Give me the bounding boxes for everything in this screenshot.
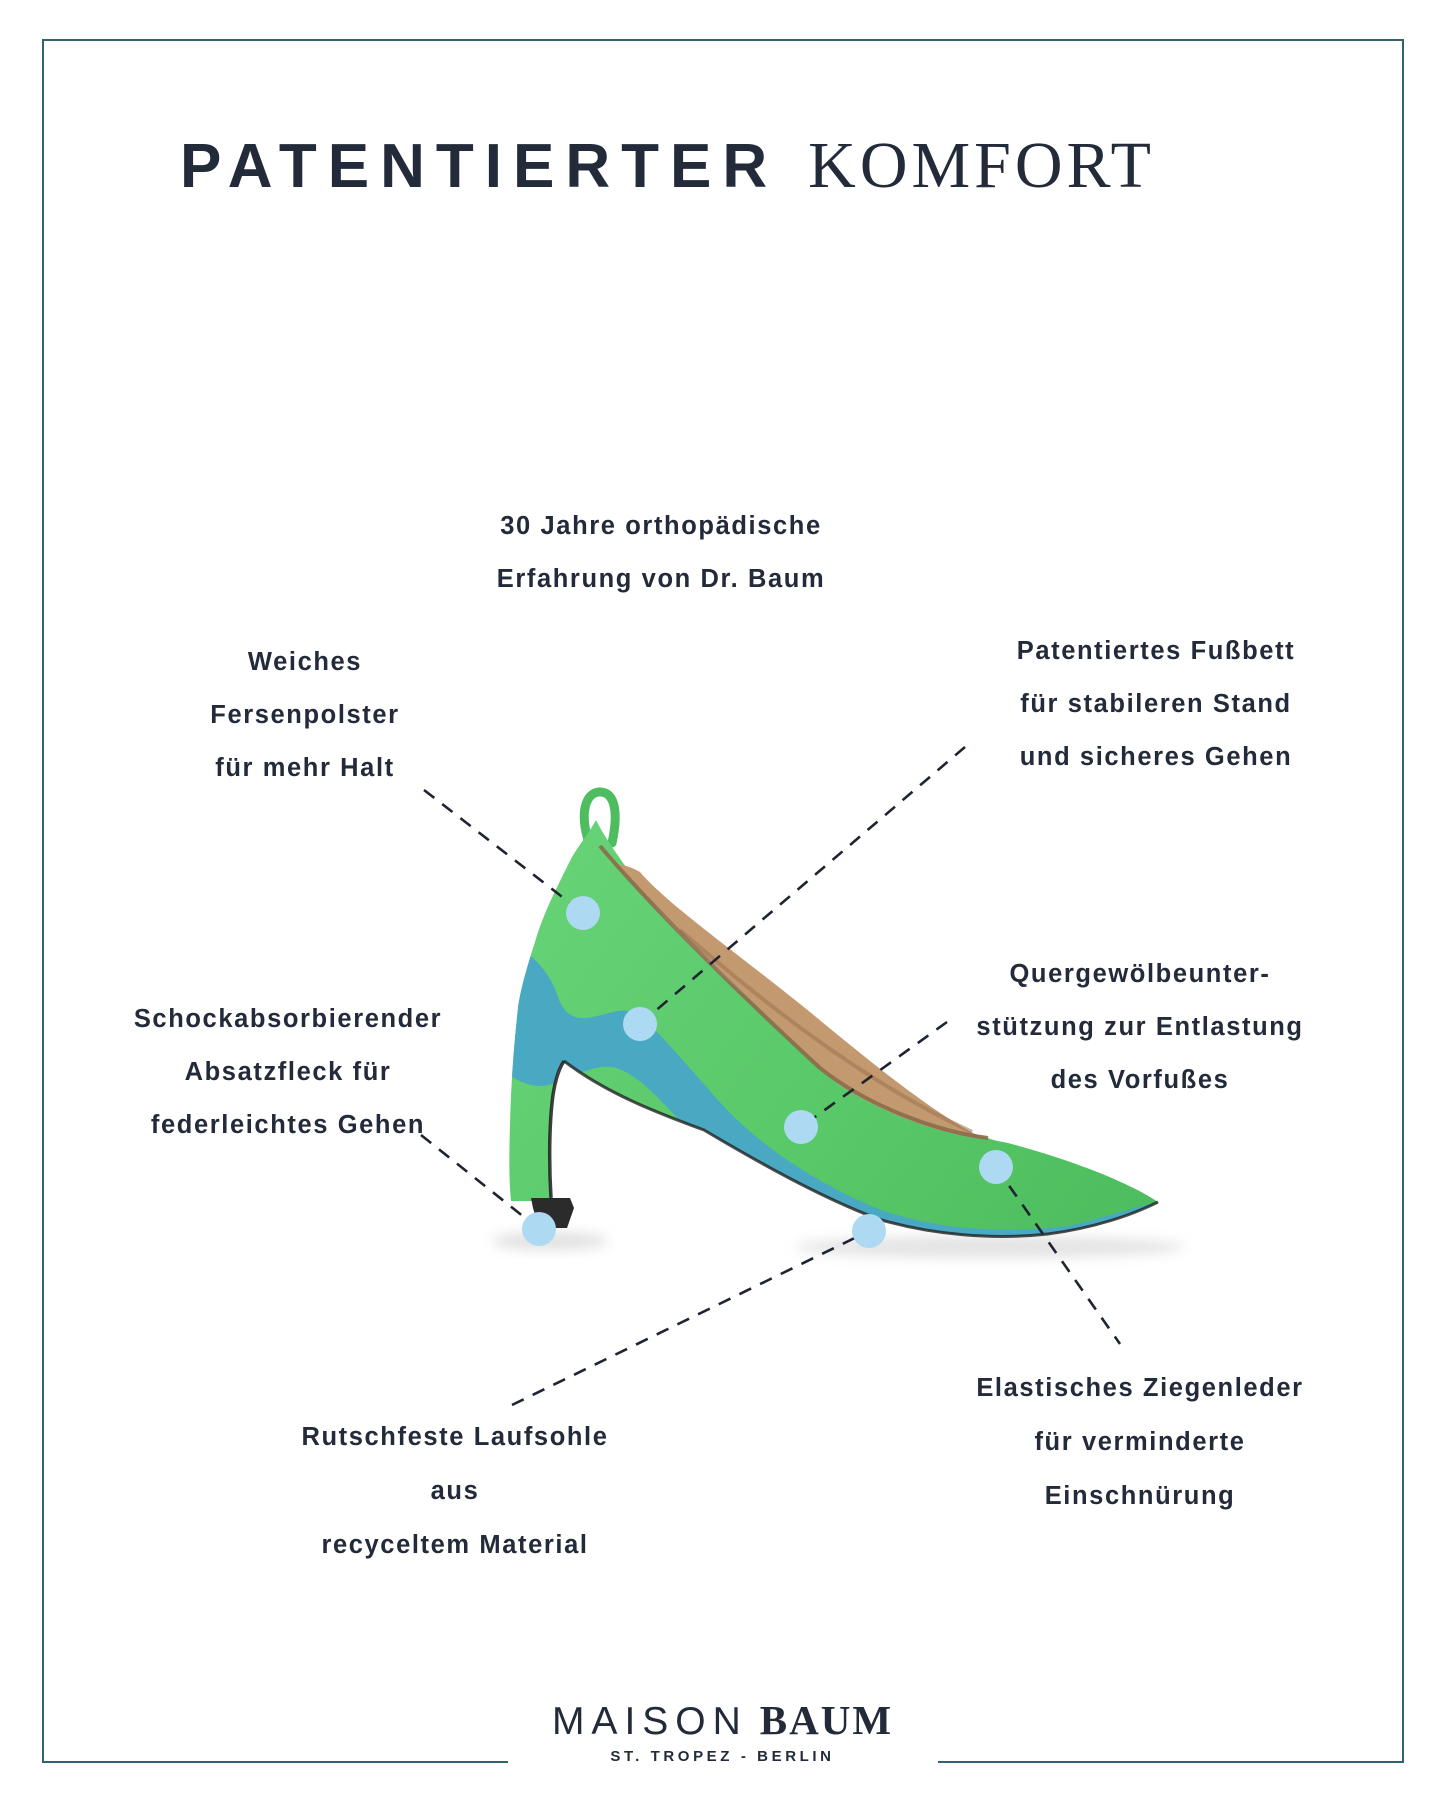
annotation-line: federleichtes Gehen bbox=[150, 1111, 426, 1139]
annotation-line: Fersenpolster bbox=[210, 701, 400, 729]
marker-dot-heel-padding bbox=[566, 896, 600, 930]
annotation-line: Weiches bbox=[247, 648, 363, 676]
annotation-heel-padding bbox=[135, 636, 475, 795]
page-title-serif: KOMFORT bbox=[808, 129, 1155, 202]
annotation-outsole bbox=[245, 1410, 665, 1572]
marker-dot-footbed bbox=[623, 1007, 657, 1041]
annotation-line: Schockabsorbierender bbox=[133, 1005, 443, 1033]
brand-name bbox=[508, 1696, 938, 1744]
annotation-line: und sicheres Gehen bbox=[1019, 743, 1293, 771]
annotation-line: Absatzfleck für bbox=[184, 1058, 392, 1086]
annotation-line: des Vorfußes bbox=[1050, 1066, 1230, 1094]
annotation-arch-support bbox=[920, 948, 1360, 1107]
marker-dot-outsole bbox=[852, 1214, 886, 1248]
page-title-sans: PATENTIERTER bbox=[180, 132, 779, 201]
annotation-line: Erfahrung von Dr. Baum bbox=[496, 565, 826, 593]
annotation-line: für mehr Halt bbox=[215, 754, 395, 782]
brand-subtitle: ST. TROPEZ - BERLIN bbox=[610, 1748, 835, 1765]
connector-outsole bbox=[512, 1231, 869, 1405]
annotation-line: 30 Jahre orthopädische bbox=[500, 512, 822, 540]
annotation-experience bbox=[401, 500, 921, 606]
marker-dot-arch-support bbox=[784, 1110, 818, 1144]
annotation-line: Rutschfeste Laufsohle bbox=[301, 1423, 609, 1451]
annotation-line: für verminderte bbox=[1034, 1428, 1246, 1456]
brand-name-serif: BAUM bbox=[759, 1697, 894, 1743]
connector-heel-padding bbox=[424, 790, 583, 913]
brand-logo bbox=[508, 1692, 938, 1775]
annotation-line: aus bbox=[430, 1477, 480, 1505]
annotation-line: Quergewölbeunter- bbox=[1009, 960, 1271, 988]
annotation-heel-tip bbox=[78, 993, 498, 1152]
annotation-line: für stabileren Stand bbox=[1020, 690, 1292, 718]
marker-dot-heel-tip bbox=[522, 1212, 556, 1246]
annotation-line: Elastisches Ziegenleder bbox=[976, 1374, 1304, 1402]
annotation-line: recyceltem Material bbox=[321, 1531, 589, 1559]
annotation-line: stützung zur Entlastung bbox=[976, 1013, 1304, 1041]
annotation-line: Patentiertes Fußbett bbox=[1016, 637, 1296, 665]
annotation-line: Einschnürung bbox=[1044, 1482, 1236, 1510]
annotation-footbed bbox=[946, 625, 1366, 784]
annotation-goat-leather bbox=[920, 1361, 1360, 1523]
brand-name-sans: MAISON bbox=[551, 1700, 748, 1743]
marker-dot-goat-leather bbox=[979, 1150, 1013, 1184]
